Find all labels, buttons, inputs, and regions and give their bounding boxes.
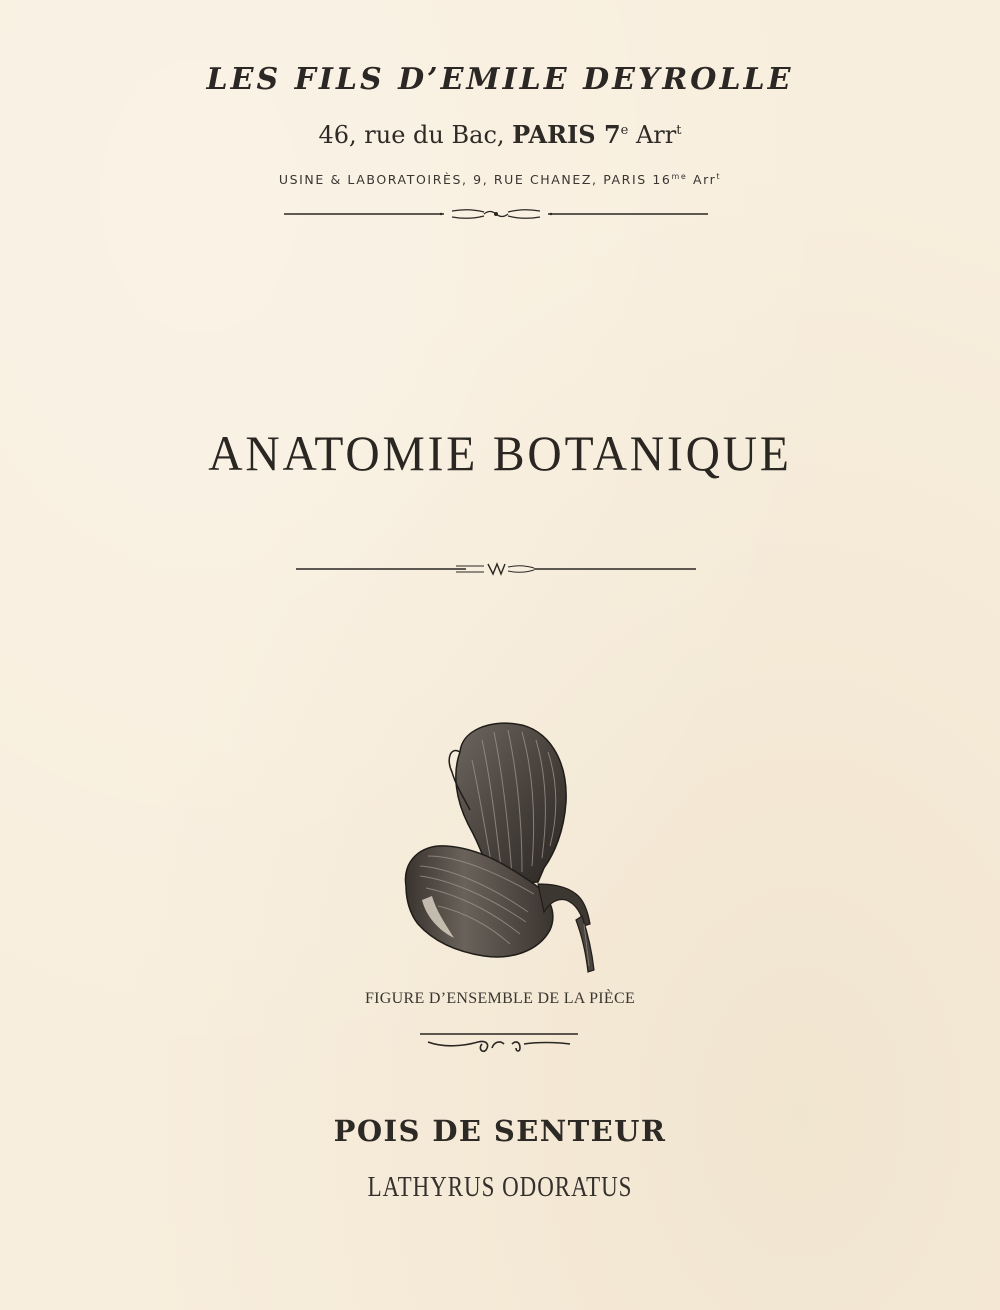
figure-caption: FIGURE D’ENSEMBLE DE LA PIÈCE: [364, 990, 636, 1007]
latin-name: LATHYRUS ODORATUS: [367, 1172, 633, 1203]
factory-arr-sup: t: [716, 172, 722, 181]
factory-arr: Arr: [687, 172, 717, 187]
sweet-pea-flower-illustration: [398, 716, 604, 974]
flourish-icon: [420, 1030, 578, 1054]
ornamental-rule-icon: [296, 561, 696, 577]
address-sup2: t: [676, 123, 682, 138]
address-city: PARIS 7: [512, 120, 621, 149]
factory-address: [0, 172, 1000, 187]
address-sup1: e: [620, 123, 629, 138]
publisher-address: [0, 120, 1000, 149]
ornamental-rule-icon: [284, 206, 708, 222]
address-arr: Arr: [628, 121, 677, 149]
common-name: POIS DE SENTEUR: [333, 1114, 667, 1148]
publisher-name: LES FILS D’EMILE DEYROLLE: [206, 62, 794, 97]
address-street: 46, rue du Bac,: [318, 121, 513, 149]
factory-line: USINE & LABORATOIRÈS, 9, RUE CHANEZ, PARIS 16: [278, 172, 672, 187]
factory-sup: me: [671, 172, 688, 181]
page-title: ANATOMIE BOTANIQUE: [208, 425, 792, 481]
